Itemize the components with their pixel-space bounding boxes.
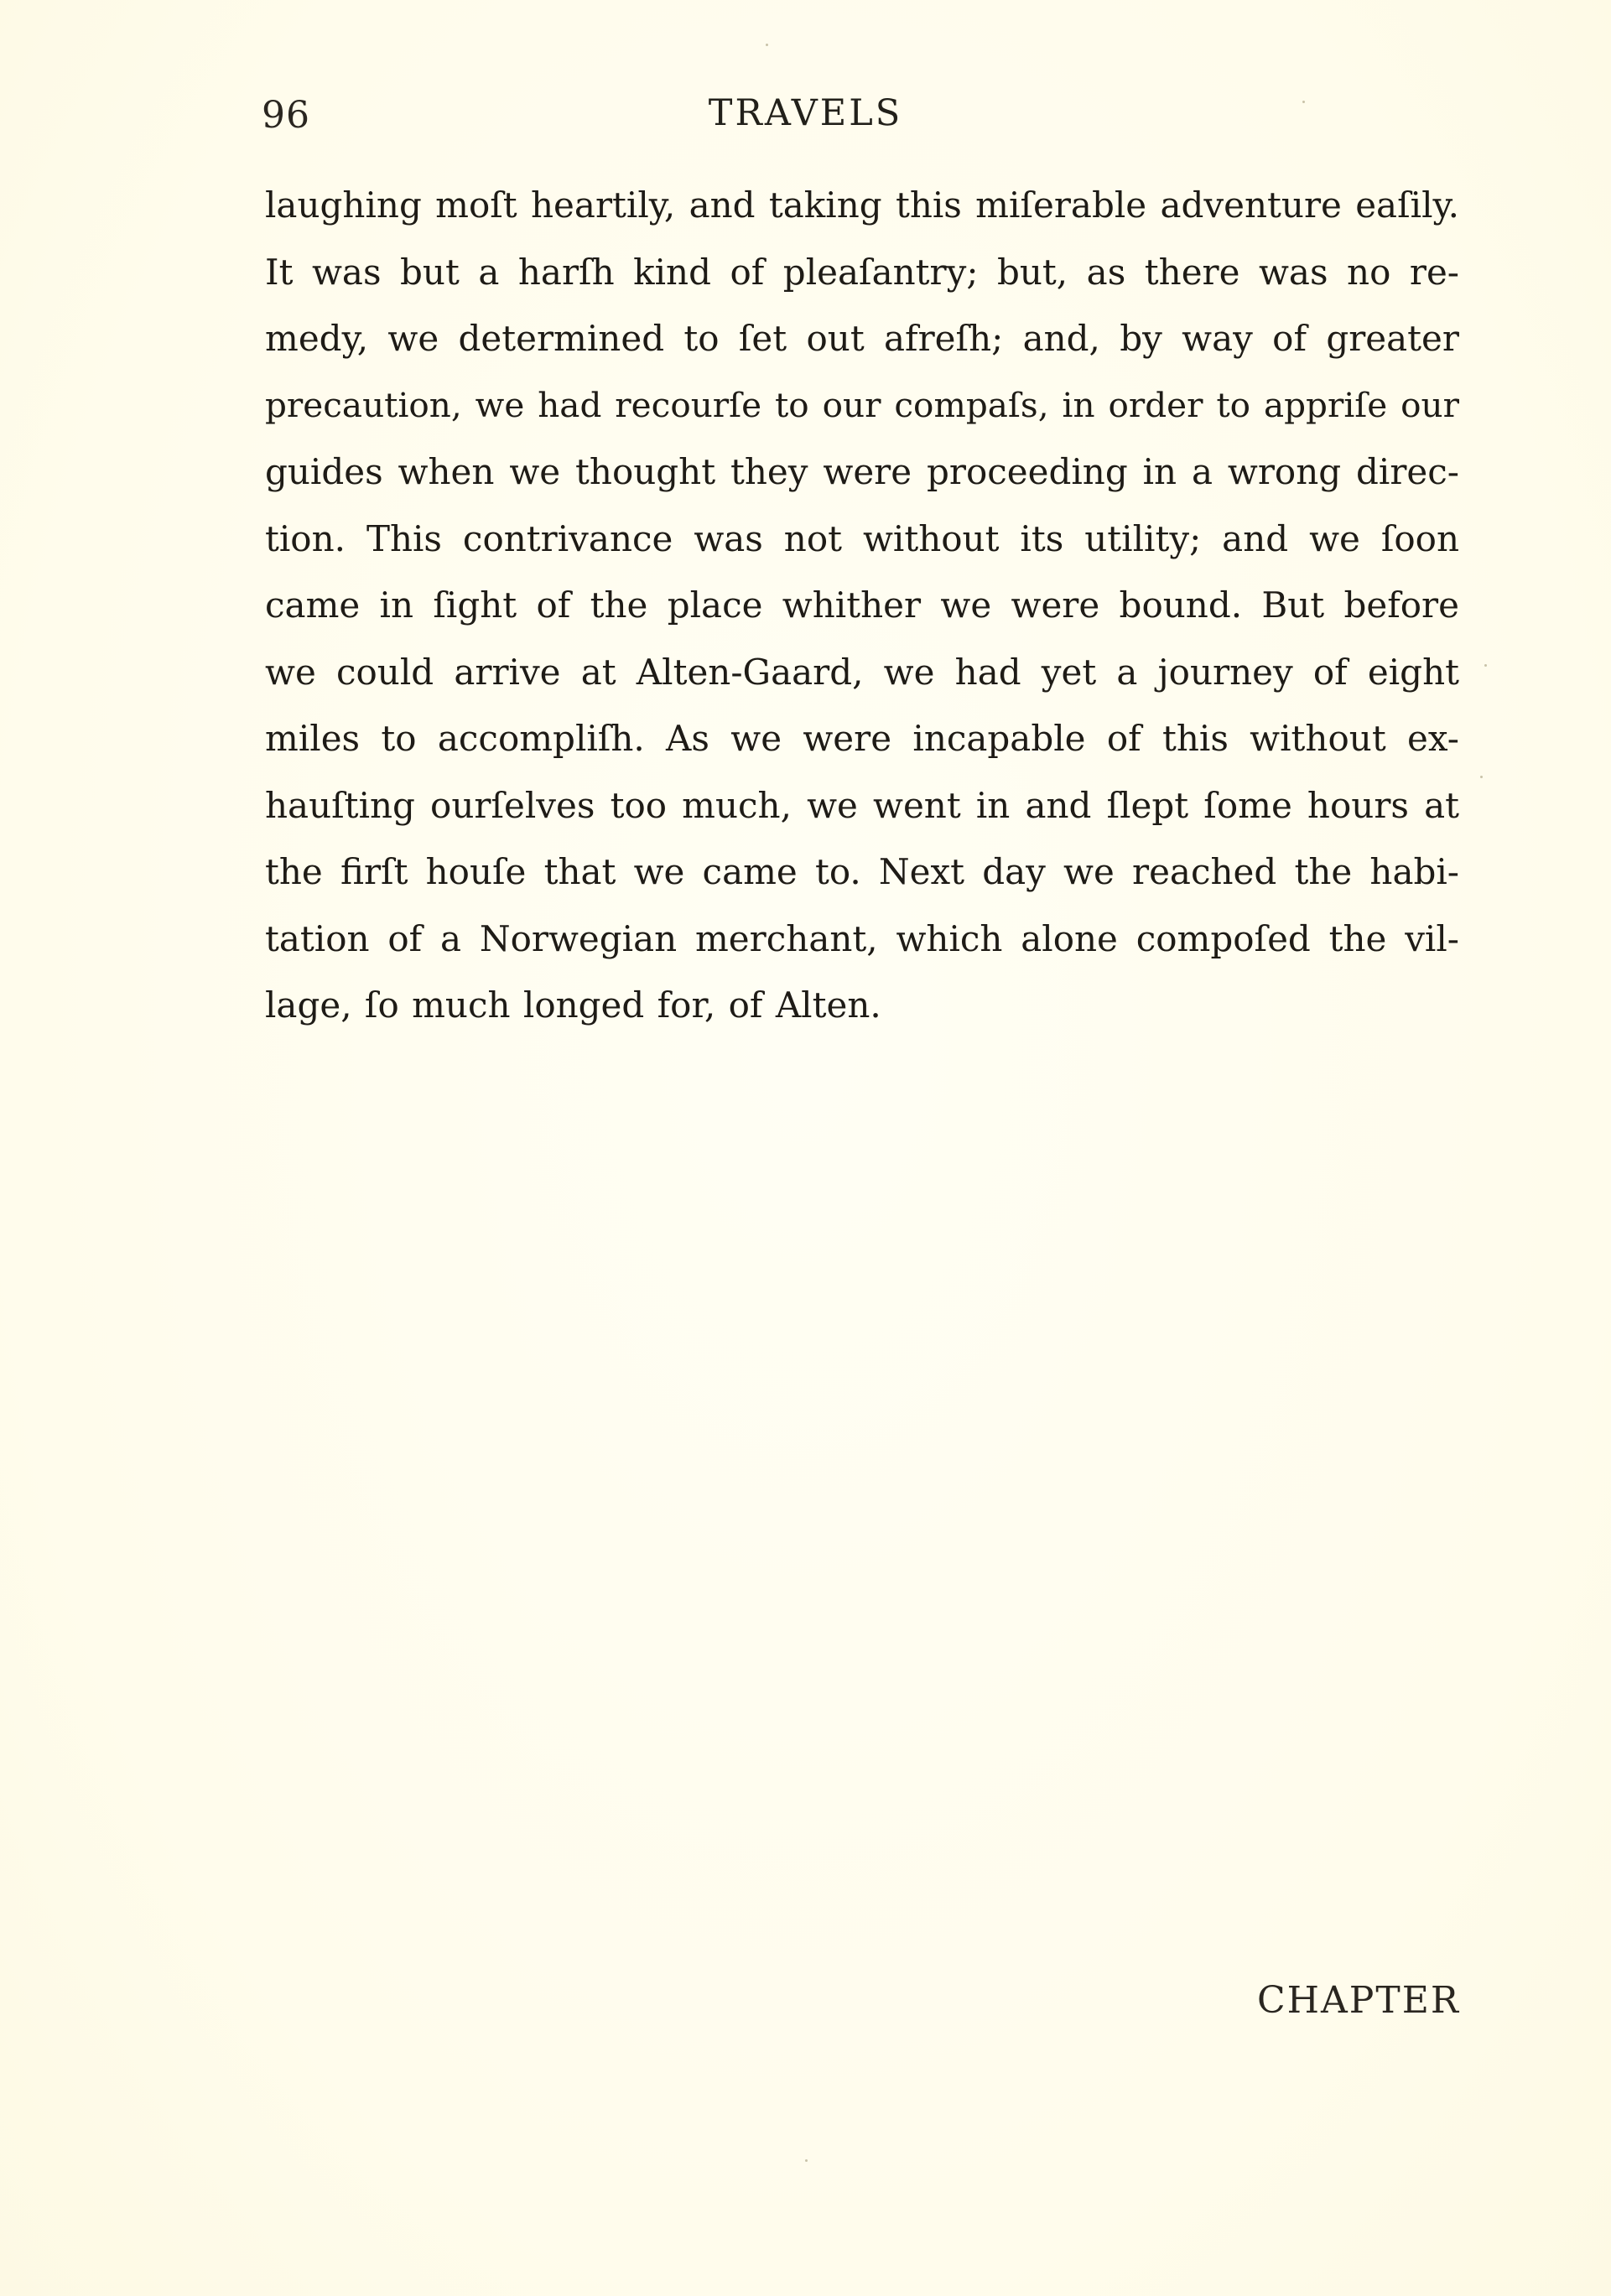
paper-speck: [1480, 776, 1483, 778]
running-title: TRAVELS: [708, 92, 903, 134]
text-line: we could arrive at Alten-Gaard, we had yet a journey of eight: [265, 651, 1459, 693]
text-line: It was but a harſh kind of pleaſantry; but, as there was no re-: [265, 251, 1459, 293]
paper-speck: [766, 44, 768, 46]
body-text: [265, 172, 1459, 1039]
text-line: miles to accompliſh. As we were incapable of this without ex-: [265, 718, 1459, 759]
text-line: medy, we determined to ſet out afreſh; and, by way of greater: [265, 318, 1459, 359]
page-number: 96: [262, 94, 310, 137]
text-line: came in ſight of the place whither we were bound. But before: [265, 584, 1459, 626]
text-line: tation of a Norwegian merchant, which alone compoſed the vil-: [265, 917, 1459, 959]
text-line: guides when we thought they were proceeding in a wrong direc-: [265, 451, 1459, 492]
text-line: tion. This contrivance was not without its utility; and we ſoon: [265, 517, 1459, 559]
text-line: laughing moſt heartily, and taking this miſerable adventure eaſily.: [265, 184, 1459, 226]
text-line: lage, ſo much longed for, of Alten.: [265, 984, 881, 1026]
catchword: CHAPTER: [1256, 1979, 1460, 2022]
text-line: hauſting ourſelves too much, we went in and ſlept ſome hours at: [265, 784, 1459, 826]
paper-speck: [1302, 101, 1305, 103]
text-line: the firſt houſe that we came to. Next day we reached the habi-: [265, 851, 1459, 892]
paper-speck: [1484, 664, 1487, 667]
text-line: precaution, we had recourſe to our compaſs, in order to appriſe our: [265, 384, 1459, 425]
paper-speck: [805, 2159, 808, 2162]
